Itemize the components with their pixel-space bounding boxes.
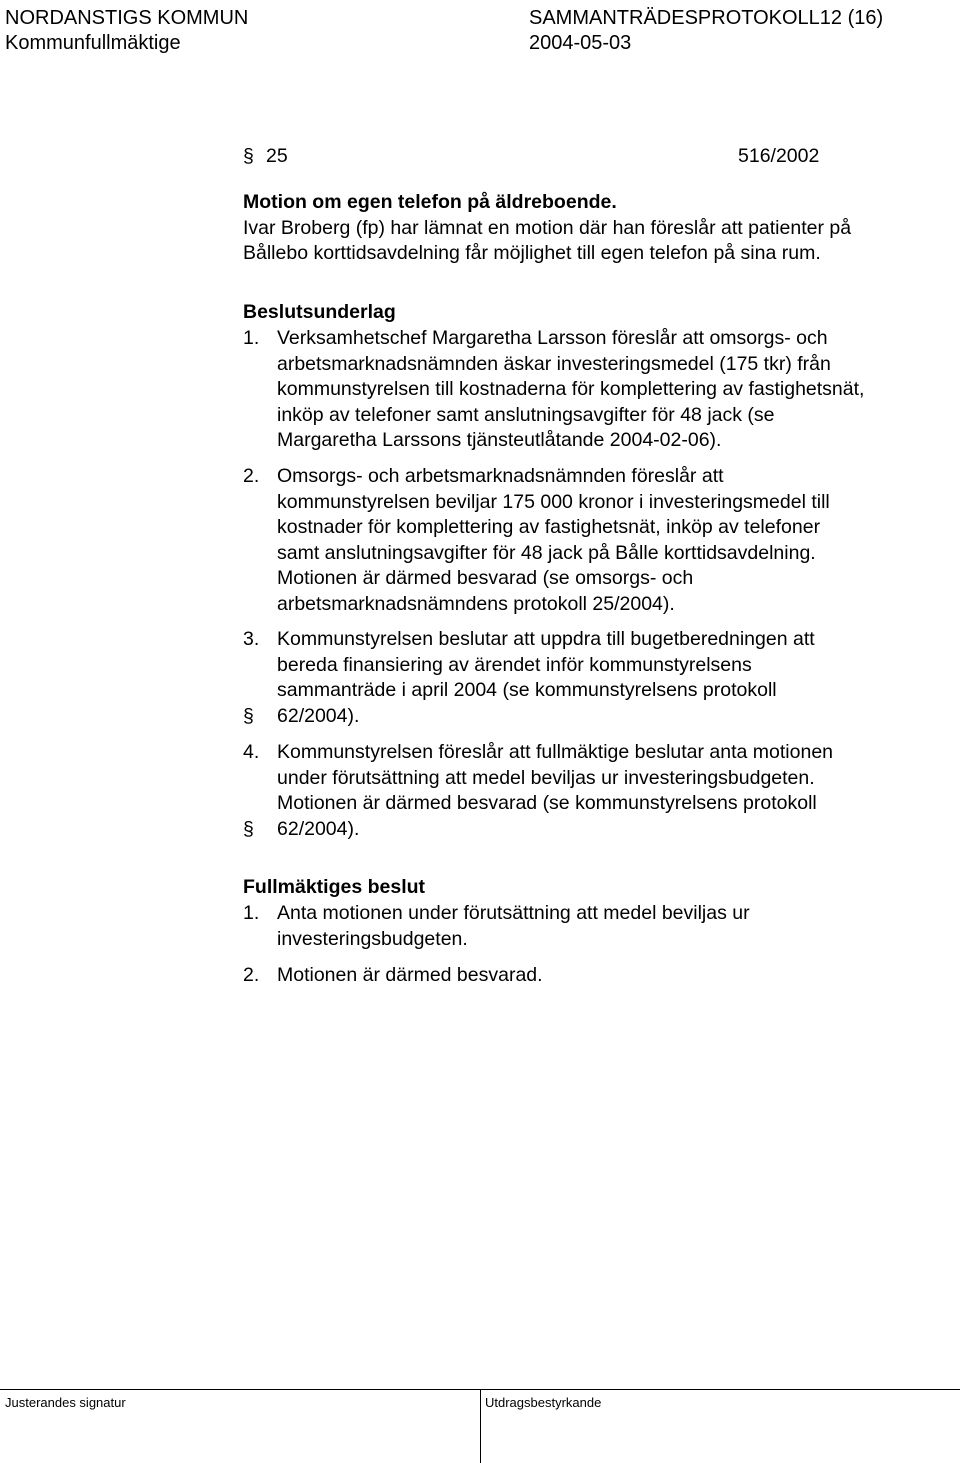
header-protocol: SAMMANTRÄDESPROTOKOLL12 (16) xyxy=(529,7,884,29)
case-number: 516/2002 xyxy=(738,145,820,167)
list-item-line: Verksamhetschef Margaretha Larsson föreslår att omsorgs- och xyxy=(277,327,828,349)
list-item-line: bereda finansiering av ärendet inför kommunstyrelsens xyxy=(277,653,752,676)
list-item-line: Motionen är därmed besvarad (se kommunstyrelsens protokoll xyxy=(277,792,817,814)
list-item-number: 2. xyxy=(243,465,260,487)
list-item-number: 3. xyxy=(243,628,260,650)
list-item-line xyxy=(243,704,815,730)
list-item-number: 1. xyxy=(243,327,260,349)
paragraph-sign: § xyxy=(243,704,254,727)
footer-certification-label: Utdragsbestyrkande xyxy=(485,1395,602,1410)
section-number: 25 xyxy=(266,145,288,167)
list-item-line: under förutsättning att medel beviljas ur investeringsbudgeten. xyxy=(277,766,815,789)
paragraph-sign: § xyxy=(243,145,254,167)
list-item-line: Omsorgs- och arbetsmarknadsnämnden föreslår att xyxy=(277,465,724,487)
list-item-line-text: 62/2004). xyxy=(277,817,360,840)
list-item-line: Kommunstyrelsen beslutar att uppdra till bugetberedningen att xyxy=(277,628,815,650)
list-item-number: 2. xyxy=(243,964,260,986)
header-date: 2004-05-03 xyxy=(529,32,632,54)
list-item-line: Motionen är därmed besvarad (se omsorgs- och xyxy=(277,567,694,589)
motion-text-line: Ivar Broberg (fp) har lämnat en motion där han föreslår att patienter på xyxy=(243,217,852,239)
footer-signature-label: Justerandes signatur xyxy=(5,1395,126,1410)
footer-column-divider xyxy=(480,1389,481,1463)
list-item-number: 4. xyxy=(243,741,260,763)
list-item-line: arbetsmarknadsnämndens protokoll 25/2004). xyxy=(277,592,675,615)
list-item-line: sammanträde i april 2004 (se kommunstyrelsens protokoll xyxy=(277,679,777,701)
list-item-line: samt anslutningsavgifter för 48 jack på Bålle korttidsavdelning. xyxy=(277,541,816,564)
list-item-line: Anta motionen under förutsättning att medel beviljas ur xyxy=(277,902,750,924)
list-item-line xyxy=(243,817,833,843)
fullmaktiges-beslut-heading: Fullmäktiges beslut xyxy=(243,876,426,898)
list-item-line: Margaretha Larssons tjänsteutlåtande 2004-02-06). xyxy=(277,429,722,451)
list-item-line: inköp av telefoner samt anslutningsavgifter för 48 jack (se xyxy=(277,403,775,426)
list-item-line: kommunstyrelsen beviljar 175 000 kronor i investeringsmedel till xyxy=(277,490,830,513)
list-item-line: kostnader för komplettering av fastighetsnät, inköp av telefoner xyxy=(277,516,821,538)
beslutsunderlag-heading: Beslutsunderlag xyxy=(243,301,396,323)
paragraph-sign: § xyxy=(243,817,254,840)
list-item-line: investeringsbudgeten. xyxy=(277,927,468,950)
list-item-line: Motionen är därmed besvarad. xyxy=(277,964,543,986)
motion-text-line: Bållebo korttidsavdelning får möjlighet till egen telefon på sina rum. xyxy=(243,242,821,264)
header-body: Kommunfullmäktige xyxy=(5,32,181,54)
list-item-line: Kommunstyrelsen föreslår att fullmäktige beslutar anta motionen xyxy=(277,741,834,763)
list-item-line: arbetsmarknadsnämnden äskar investeringsmedel (175 tkr) från xyxy=(277,352,831,375)
list-item-line: kommunstyrelsen till kostnaderna för komplettering av fastighetsnät, xyxy=(277,378,865,400)
list-item-line-text: 62/2004). xyxy=(277,704,360,727)
list-item-number: 1. xyxy=(243,902,260,924)
header-org: NORDANSTIGS KOMMUN xyxy=(5,7,249,29)
motion-title: Motion om egen telefon på äldreboende. xyxy=(243,191,617,213)
